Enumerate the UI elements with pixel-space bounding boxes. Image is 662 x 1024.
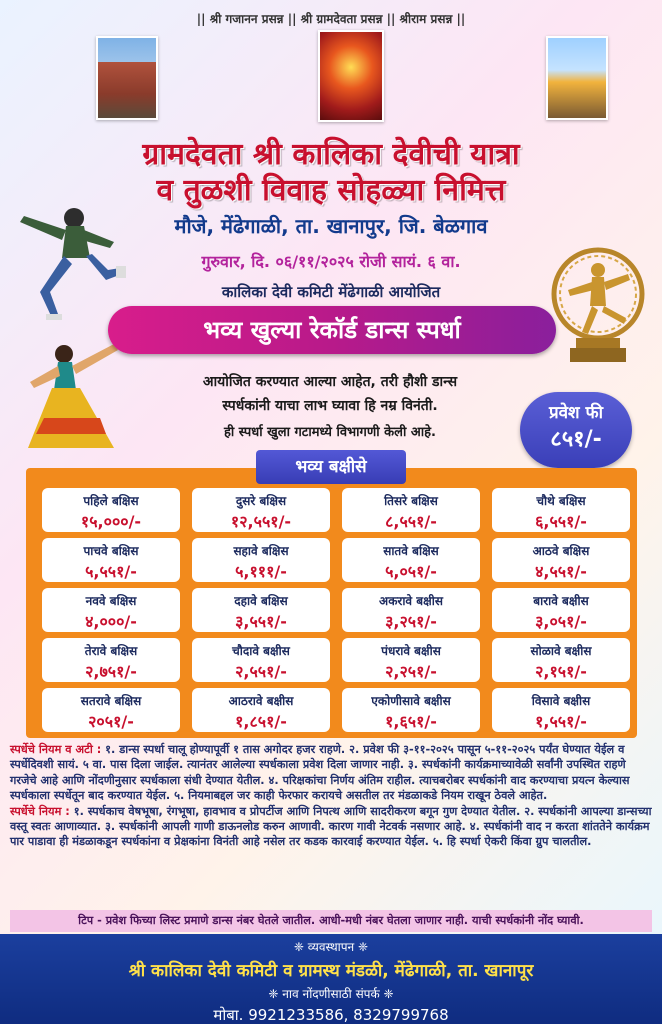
prize-amount: १,५५१/- — [535, 712, 587, 731]
prize-label: आठरावे बक्षीस — [228, 694, 294, 708]
prize-amount: ६,५५१/- — [535, 512, 587, 531]
prize-label: दुसरे बक्षिस — [235, 494, 287, 508]
prize-label: तेरावे बक्षिस — [84, 644, 138, 658]
prize-card — [42, 488, 180, 532]
rules-text-2: १. स्पर्धकाच वेषभूषा, रंगभूषा, हावभाव व प्रोपर्टीज आणि निपत्थ आणि सादरीकरण बगून गुण देण्यात येतील. २. स्पर्धकांनी आपल्या डान्सच्या वस्तू स्वतः आणाव्यात. ३. स्पर्धकांनी आपली गाणी डाऊनलोड करुन आणावी. कारण गावी नेटवर्क नसणार आहे. ४. स्पर्धकांनी वाद न करता शांततेने कार्यक्रम पार पाडावा ही मंडळाकडून स्पर्धकांना व प्रेक्षकांना विनंती आहे नसेल तर कडक कारवाई करण्यात येईल. ५. हि स्पर्धा ऐकरी किंवा ग्रुप चालतील. — [10, 804, 652, 849]
prize-label: नववे बक्षिस — [85, 594, 137, 608]
prize-card — [192, 538, 330, 582]
prize-label: पाचवे बक्षिस — [83, 544, 139, 558]
prize-card — [492, 538, 630, 582]
note-strip: टिप - प्रवेश फिच्या लिस्ट प्रमाणे डान्स नंबर घेतले जातील. आधी-मधी नंबर घेतला जाणार नाही. याची स्पर्धकांनी नोंद घ्यावी. — [10, 910, 652, 932]
footer-manager-label: ❈ व्यवस्थापन ❈ — [293, 940, 369, 954]
prize-label: सातवे बक्षिस — [383, 544, 439, 558]
prize-card — [342, 688, 480, 732]
event-title-line2: व तुळशी विवाह सोहळ्या निमित्त — [156, 173, 506, 208]
prize-card — [492, 488, 630, 532]
prize-label: सतरावे बक्षिस — [80, 694, 142, 708]
prize-amount: ३,०५१/- — [535, 612, 587, 631]
prize-label: तिसरे बक्षिस — [384, 494, 438, 508]
rules-text-1: १. डान्स स्पर्धा चालू होण्यापूर्वी १ तास अगोदर हजर राहणे. २. प्रवेश फी ३-११-२०२५ पासून ५-११-२०२५ पर्यंत घेण्यात येईल व स्पर्धेदिवशी सायं. ५ वा. पास दिला जाईल. त्यानंतर आलेल्या स्पर्धकाला प्रवेश दिला जाणार नाही. ३. स्पर्धकांनी कार्यक्रमाच्यावेळी सर्वांनी उपस्थित राहणे गरजेचे आहे आणि नोंदणीनुसार स्पर्धकाला संधी देण्यात येतील. ४. परिक्षकांचा निर्णय अंतिम राहील. त्याचबरोबर स्पर्धकांनी वाद करण्याचा प्रयत्न केल्यास स्पर्धकाला स्पर्धेतून बाद करण्यात येईल. ५. नियमाबद्दल जर काही फेरफार करायचे असतील तर मंडळाकडे नियम राखून ठेवले आहेत. — [10, 743, 630, 803]
prize-amount: २,२५१/- — [385, 662, 437, 681]
prize-amount: ३,५५१/- — [235, 612, 287, 631]
prize-card — [192, 588, 330, 632]
description-line2: स्पर्धकांनी याचा लाभ घ्यावा हि नम्र विनंती. — [222, 398, 438, 414]
prize-amount: २,५५१/- — [235, 662, 287, 681]
prize-card — [342, 588, 480, 632]
prize-card — [42, 638, 180, 682]
prize-card — [492, 588, 630, 632]
competition-title-banner: भव्य खुल्या रेकॉर्ड डान्स स्पर्धा — [108, 306, 556, 354]
event-title-line1: ग्रामदेवता श्री कालिका देवीची यात्रा — [142, 137, 520, 172]
prize-card — [192, 688, 330, 732]
shrine-photo — [546, 36, 608, 120]
prize-amount: ५,०५१/- — [385, 562, 437, 581]
footer-committee: श्री कालिका देवी कमिटी व ग्रामस्थ मंडळी, मेंढेगाळी, ता. खानापूर — [128, 961, 534, 981]
prize-card — [192, 488, 330, 532]
temple-photo — [96, 36, 158, 120]
prize-amount: ४,५५१/- — [535, 562, 587, 581]
prize-card — [492, 688, 630, 732]
event-datetime: गुरुवार, दि. ०६/११/२०२५ रोजी सायं. ६ वा. — [201, 252, 461, 271]
prize-card — [42, 588, 180, 632]
footer — [0, 934, 662, 1024]
prize-label: सहावे बक्षिस — [233, 544, 289, 558]
prize-label: पंधरावे बक्षीस — [381, 644, 441, 658]
prize-card — [342, 638, 480, 682]
prize-card — [42, 688, 180, 732]
prize-amount: २,७५१/- — [85, 662, 137, 681]
description-line1: आयोजित करण्यात आल्या आहेत, तरी हौशी डान्स — [202, 374, 458, 390]
deity-photo — [318, 30, 384, 122]
prize-amount: २,१५१/- — [535, 662, 587, 681]
venue-location: मौजे, मेंढेगाळी, ता. खानापुर, जि. बेळगाव — [174, 214, 488, 238]
footer-contact-label: ❈ नाव नोंदणीसाठी संपर्क ❈ — [268, 987, 394, 1001]
prize-label: विसावे बक्षीस — [531, 694, 591, 708]
prize-amount: १,६५१/- — [385, 712, 437, 731]
entry-fee-badge — [520, 392, 632, 468]
prize-amount: १,८५१/- — [235, 712, 287, 731]
prize-label: आठवे बक्षिस — [532, 544, 590, 558]
classical-dancer-image — [14, 330, 132, 454]
prize-label: सोळावे बक्षीस — [530, 644, 592, 658]
entry-fee-value: ८५१/- — [550, 427, 602, 452]
prize-amount: १२,५५१/- — [230, 512, 292, 531]
footer-phone: मोबा. 9921233586, 8329799768 — [213, 1006, 449, 1024]
prize-amount: ३,२५१/- — [385, 612, 437, 631]
prize-card — [342, 488, 480, 532]
prize-card — [342, 538, 480, 582]
prize-label: चौथे बक्षिस — [536, 494, 586, 508]
entry-fee-label: प्रवेश फी — [548, 403, 604, 423]
prize-amount: ८,५५१/- — [385, 512, 437, 531]
prize-amount: १५,०००/- — [80, 512, 142, 531]
rules-section — [10, 742, 652, 850]
prize-card — [492, 638, 630, 682]
rules-title-2: स्पर्धेचे नियम : — [10, 804, 70, 818]
prize-label: दहावे बक्षिस — [234, 594, 288, 608]
prize-amount: २०५१/- — [88, 712, 134, 731]
prize-card — [42, 538, 180, 582]
prize-label: एकोणीसावे बक्षीस — [371, 694, 451, 708]
prize-label: पहिले बक्षिस — [83, 494, 139, 508]
prize-label: चौदावे बक्षीस — [232, 644, 290, 658]
organizer-line: कालिका देवी कमिटी मेंढेगाळी आयोजित — [221, 283, 441, 301]
prize-amount: ५,५५१/- — [85, 562, 137, 581]
description-line3: ही स्पर्धा खुला गटामध्ये विभागणी केली आहे. — [224, 425, 436, 440]
prize-amount: ४,०००/- — [85, 612, 137, 631]
prize-card — [192, 638, 330, 682]
blessing-line: || श्री गजानन प्रसन्न || श्री ग्रामदेवता प्रसन्न || श्रीराम प्रसन्न || — [196, 12, 466, 26]
rules-title-1: स्पर्धेचे नियम व अटी : — [10, 743, 102, 756]
prize-label: अकरावे बक्षीस — [379, 594, 443, 608]
prizes-header: भव्य बक्षीसे — [256, 450, 406, 484]
prize-label: बारावे बक्षीस — [533, 594, 589, 608]
prize-amount: ५,१११/- — [235, 562, 287, 581]
